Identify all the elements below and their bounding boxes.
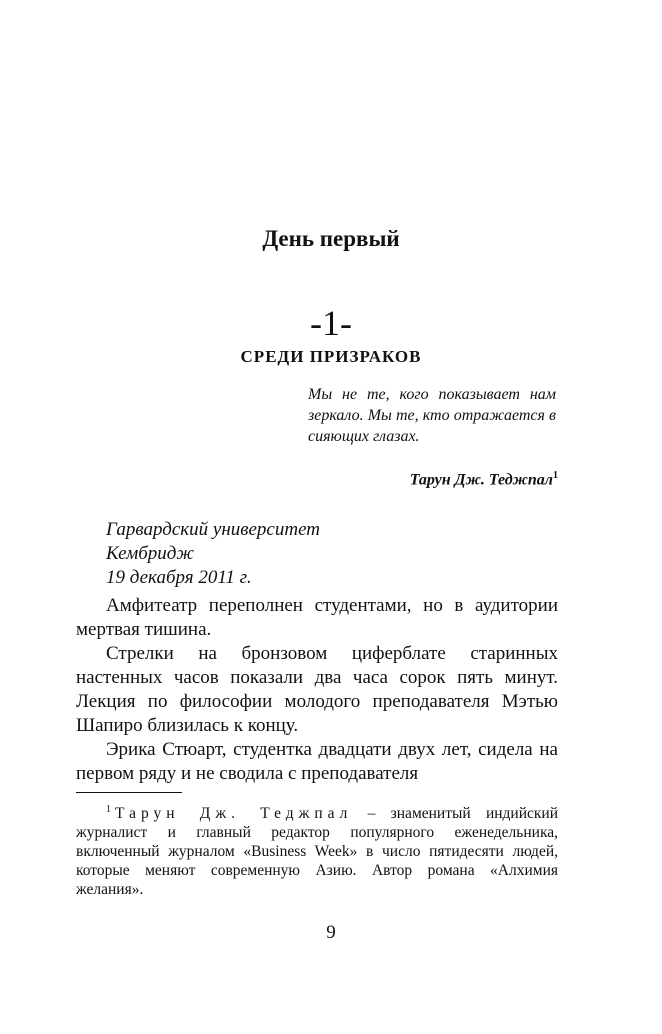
chapter-title: СРЕДИ ПРИЗРАКОВ xyxy=(240,347,422,366)
footnote-name: Тарун Дж. Теджпал xyxy=(115,805,353,823)
paragraph: Амфитеатр переполнен студентами, но в аудитории мертвая тишина. xyxy=(76,595,558,640)
footnote-divider xyxy=(76,792,182,793)
footnote-reference: 1 xyxy=(553,470,558,481)
chapter-number: -1- xyxy=(310,303,352,343)
paragraph: Стрелки на бронзовом циферблате старинных настенных часов показали два часа сорок пять минут. Лекция по философии молодого преподавателя Мэтью Шапиро близилась к концу. xyxy=(76,643,558,736)
body-text xyxy=(76,594,558,786)
footnote-text: – знаменитый индийский журналист и главный редактор популярного еженедельника, включенный журналом «Business Week» в число пятидесяти людей, которые меняют современную Азию. Автор романа «Алхимия желания». xyxy=(76,805,559,899)
paragraph: Эрика Стюарт, студентка двадцати двух лет, сидела на первом ряду и не сводила с преподавателя xyxy=(76,739,558,784)
place-and-date xyxy=(106,518,506,590)
footnote-number: 1 xyxy=(106,804,111,815)
place-city: Кембридж xyxy=(106,543,195,564)
epigraph-author-name: Тарун Дж. Теджпал xyxy=(409,471,553,489)
footnote xyxy=(76,800,558,899)
page-number: 9 xyxy=(326,922,336,943)
part-title: День первый xyxy=(262,226,400,251)
place-date: 19 декабря 2011 г. xyxy=(106,567,252,588)
epigraph-text: Мы не те, кого показывает нам зеркало. Мы те, кто отражается в сияющих глазах. xyxy=(308,386,556,445)
place-university: Гарвардский университет xyxy=(106,519,320,540)
epigraph-author xyxy=(308,470,558,489)
